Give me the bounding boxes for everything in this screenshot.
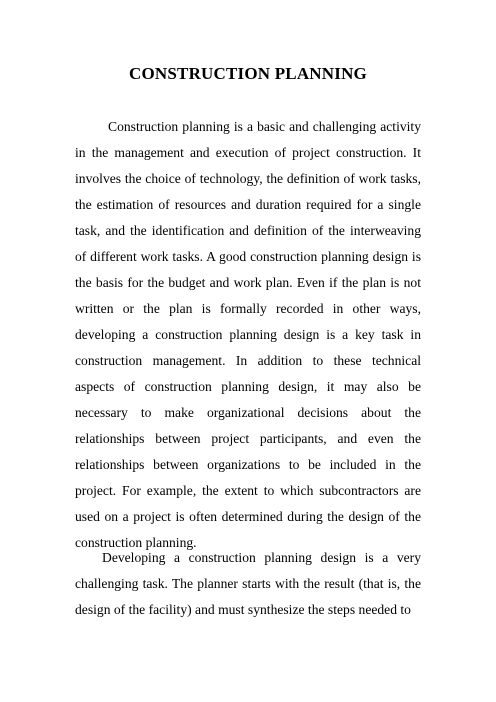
paragraph-2: Developing a construction planning design is a very challenging task. The planner starts with the result (that is, the design of the facility) and must synthesize the steps needed to bbox=[75, 550, 421, 617]
paragraph-1: Construction planning is a basic and challenging activity in the management and execution of project construction. It involves the choice of technology, the definition of work tasks, the estimation of resources and duration required for a single task, and the identification and definition of the interweaving of different work tasks. A good construction planning design is the basis for the budget and work plan. Even if the plan is not written or the plan is formally recorded in other ways, developing a construction planning design is a key task in construction management. In addition to these technical aspects of construction planning design, it may also be necessary to make organizational decisions about the relationships between project participants, and even the relationships between organizations to be included in the project. For example, the extent to which subcontractors are used on a project is often determined during the design of the construction planning. bbox=[75, 119, 421, 550]
document-title: CONSTRUCTION PLANNING bbox=[129, 64, 367, 83]
